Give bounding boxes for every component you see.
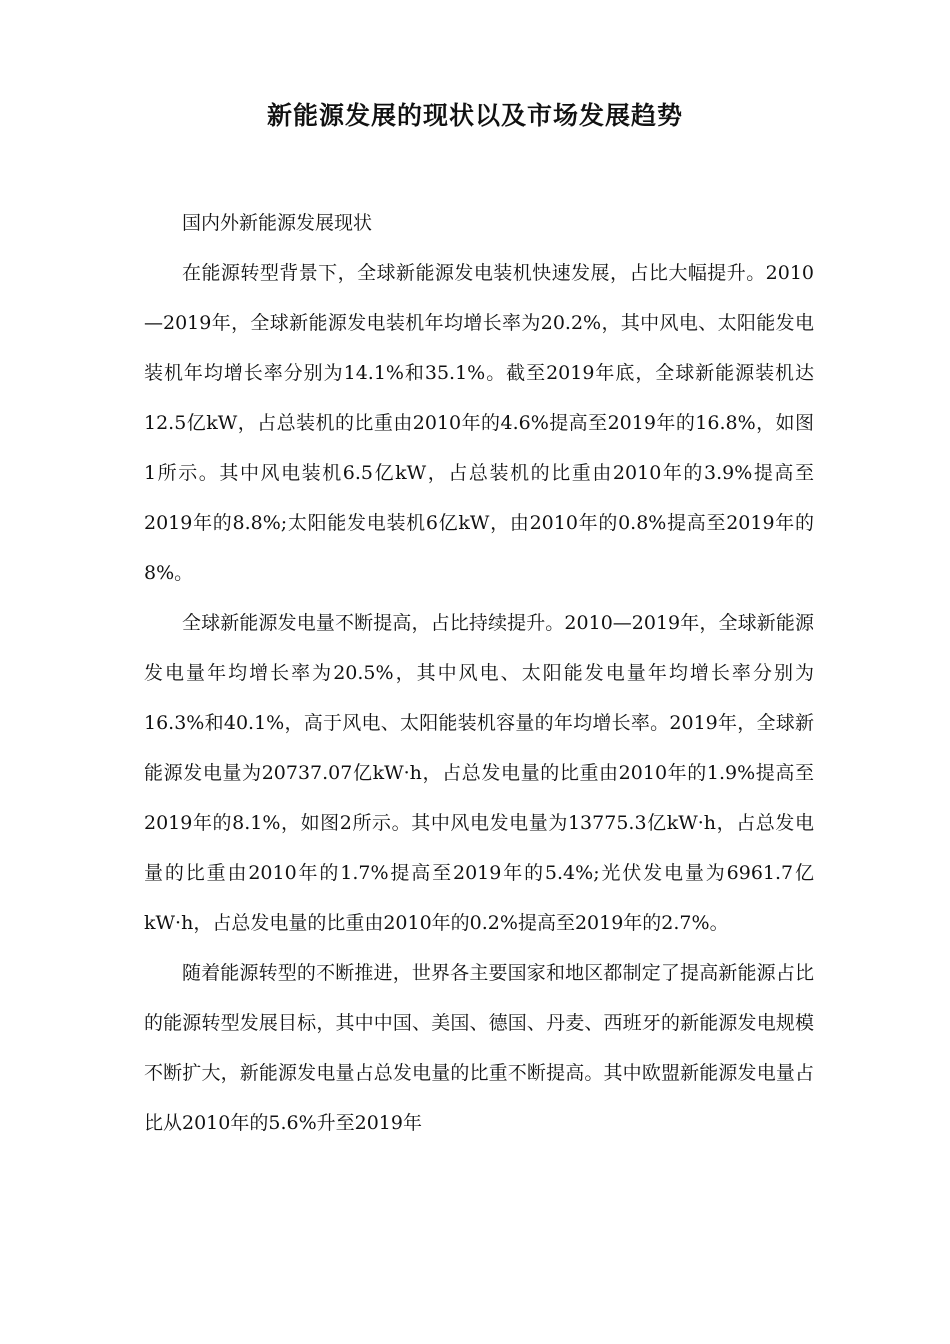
paragraph-1: 在能源转型背景下，全球新能源发电装机快速发展，占比大幅提升。2010—2019年，全球新能源发电装机年均增长率为20.2%，其中风电、太阳能发电装机年均增长率分别为14.1%和35.1%。截至2019年底，全球新能源装机达12.5亿kW，占总装机的比重由2010年的4.6%提高至2019年的16.8%，如图1所示。其中风电装机6.5亿kW，占总装机的比重由2010年的3.9%提高至2019年的8.8%;太阳能发电装机6亿kW，由2010年的0.8%提高至2019年的8%。: [144, 262, 814, 584]
document-title: 新能源发展的现状以及市场发展趋势: [266, 101, 683, 130]
document-body: [144, 198, 814, 1148]
section-heading: 国内外新能源发展现状: [182, 212, 373, 234]
paragraph-3: 随着能源转型的不断推进，世界各主要国家和地区都制定了提高新能源占比的能源转型发展目标，其中中国、美国、德国、丹麦、西班牙的新能源发电规模不断扩大，新能源发电量占总发电量的比重不断提高。其中欧盟新能源发电量占比从2010年的5.6%升至2019年: [144, 962, 814, 1134]
paragraph-2: 全球新能源发电量不断提高，占比持续提升。2010—2019年，全球新能源发电量年均增长率为20.5%，其中风电、太阳能发电量年均增长率分别为16.3%和40.1%，高于风电、太阳能装机容量的年均增长率。2019年，全球新能源发电量为20737.07亿kW·h，占总发电量的比重由2010年的1.9%提高至2019年的8.1%，如图2所示。其中风电发电量为13775.3亿kW·h，占总发电量的比重由2010年的1.7%提高至2019年的5.4%;光伏发电量为6961.7亿kW·h，占总发电量的比重由2010年的0.2%提高至2019年的2.7%。: [144, 612, 814, 934]
